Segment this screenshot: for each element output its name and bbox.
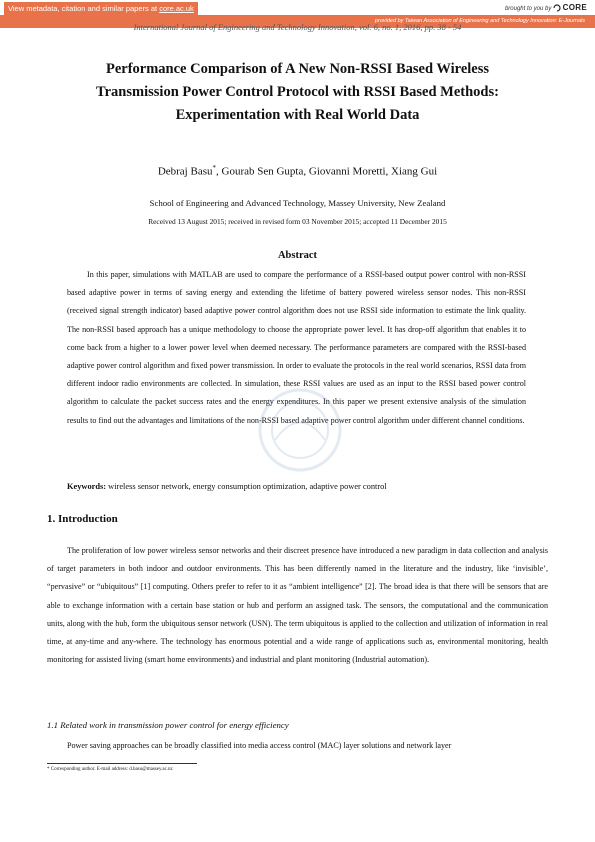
core-brand-name: CORE [562,3,587,12]
title-line: Performance Comparison of A New Non-RSSI Based Wireless [105,61,490,77]
abstract-heading: Abstract [277,250,318,261]
subsection-text: Power saving approaches can be broadly classified into media access control (MAC) layer solutions and network layer [67,741,452,750]
corresponding-mark: * [212,164,216,172]
core-provided-by[interactable]: provided by Taiwan Association of Engineering and Technology Innovation: E-Journals [374,18,585,24]
core-link[interactable]: core.ac.uk [159,4,194,13]
core-metadata-text: View metadata, citation and similar papers at [8,4,158,13]
other-authors: , Gourab Sen Gupta, Giovanni Moretti, Xiang Gui [216,165,438,178]
title-line: Transmission Power Control Protocol with RSSI Based Methods: [96,84,499,100]
title-line: Experimentation with Real World Data [175,107,420,123]
introduction-text: The proliferation of low power wireless sensor networks and their discreet presence have introduced a new paradigm in data collection and analysis of target parameters in both indoor and outdoor environments. This has been differently named in the literature and the industry, like ‘invisible’, “pervasive” or “ubiquitous” [1] computing. Others prefer to refer to it as “ambient intelligence” [2]. The broad idea is that there will be sensors that are able to exchange information with a certain base station or hub and perform an assigned task. The sensors, the computational and the communication units, along with the hub, form the ubiquitous sensor network (USN). The term ubiquitous is applied to the collection and utilization of information in real time, at any-time and any-where. The technology has enormous potential and a wide range of applications such as, environmental monitoring, health monitoring for assisted living (smart home environments) and industrial and plant monitoring (Industrial automation). [47,546,548,665]
footnote: * Corresponding author. E-mail address: d.basu@massey.ac.nz [47,767,173,772]
subsection-heading: 1.1 Related work in transmission power control for energy efficiency [47,720,289,730]
keywords-label: Keywords: [67,482,107,491]
core-logo-icon [553,4,561,12]
received-dates: Received 13 August 2015; received in revised form 03 November 2015; accepted 11 December 2015 [148,217,447,226]
core-brand[interactable] [505,2,587,15]
keywords-text: wireless sensor network, energy consumption optimization, adaptive power control [106,482,387,491]
paper-title [60,58,535,127]
journal-header: International Journal of Engineering and Technology Innovation, vol. 6, no. 1, 2016, pp. 38 - 54 [133,22,462,32]
affiliation: School of Engineering and Advanced Technology, Massey University, New Zealand [149,198,446,208]
core-metadata-link-box[interactable] [4,2,198,15]
first-author: Debraj Basu [157,165,213,178]
footnote-divider [47,763,197,764]
section-heading: 1. Introduction [47,513,118,525]
authors [0,164,595,178]
journal-watermark-icon [255,385,345,475]
brought-by-text: brought to you by [504,6,552,12]
abstract-text: In this paper, simulations with MATLAB are used to compare the performance of a RSSI-based output power control with non-RSSI based adaptive power in terms of saving energy and extending the lifetime of battery powered wireless sensor nodes. This non-RSSI (received signal strength indicator) based adaptive power control algorithm does not use RSSI side information to estimate the link quality. The non-RSSI based approach has a unique methodology to choose the appropriate power level. It has drop-off algorithm that enables it to come back from a higher to a lower power level when deemed necessary. The performance parameters are compared with the RSSI-based adaptive power control algorithm and fixed power transmission. In order to evaluate the protocols in the real world scenarios, RSSI data from different indoor radio environments are collected. In simulation, these RSSI values are used as an input to the RSSI based power control algorithm to calculate the packet success rates and the energy expenditures. In this paper we present extensive analysis of the simulation results to find out the advantages and limitations of the non-RSSI based adaptive power control algorithm under different channel conditions. [67,270,526,425]
keywords [67,482,526,491]
